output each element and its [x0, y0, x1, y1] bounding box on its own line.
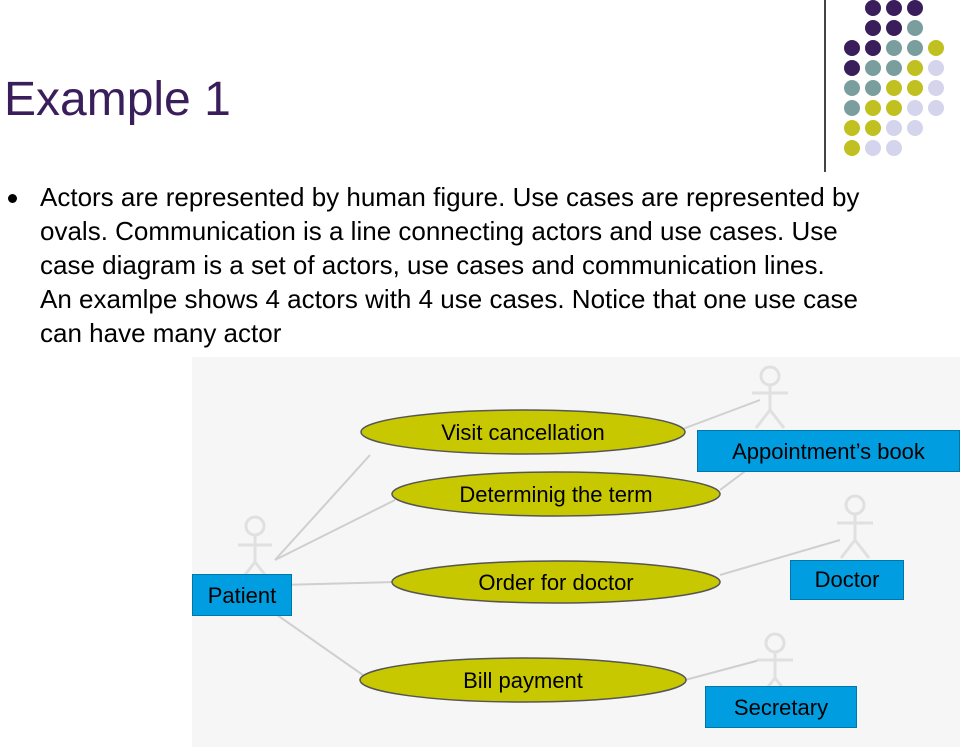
- line-bill-secretary: [685, 660, 760, 680]
- actor-label-secretary: Secretary: [705, 686, 857, 728]
- use-case-label: Order for doctor: [478, 570, 634, 595]
- line-visit-book: [680, 400, 760, 430]
- use-case-order-for-doctor: [392, 561, 720, 603]
- actor-label-patient: Patient: [192, 574, 292, 616]
- line-patient-visit: [275, 455, 370, 560]
- actor-label-doctor: Doctor: [790, 560, 904, 600]
- actor-figure-patient-icon: [238, 517, 272, 580]
- line-patient-bill: [270, 610, 370, 680]
- actor-label-appointments-book: Appointment’s book: [697, 430, 960, 472]
- actor-figure-book-icon: [752, 367, 788, 428]
- slide-title: Example 1: [4, 73, 231, 126]
- use-case-label: Visit cancellation: [441, 420, 605, 445]
- use-case-visit-cancellation: [361, 410, 685, 454]
- use-case-label: Bill payment: [463, 668, 583, 693]
- use-case-bill-payment: [360, 658, 686, 702]
- bullet-text: Actors are represented by human figure. Use cases are represented by ovals. Communication is a line connecting actors and use cases. Use case diagram is a set of actors, use cases and communication lines. An examlpe shows 4 actors with 4 use cases. Notice that one use case can have many actor: [40, 182, 860, 348]
- line-patient-term: [275, 500, 395, 560]
- use-case-determining-term: [392, 472, 720, 516]
- actor-figure-doctor-icon: [837, 496, 873, 558]
- use-case-label: Determinig the term: [459, 482, 653, 507]
- line-patient-order: [280, 582, 395, 585]
